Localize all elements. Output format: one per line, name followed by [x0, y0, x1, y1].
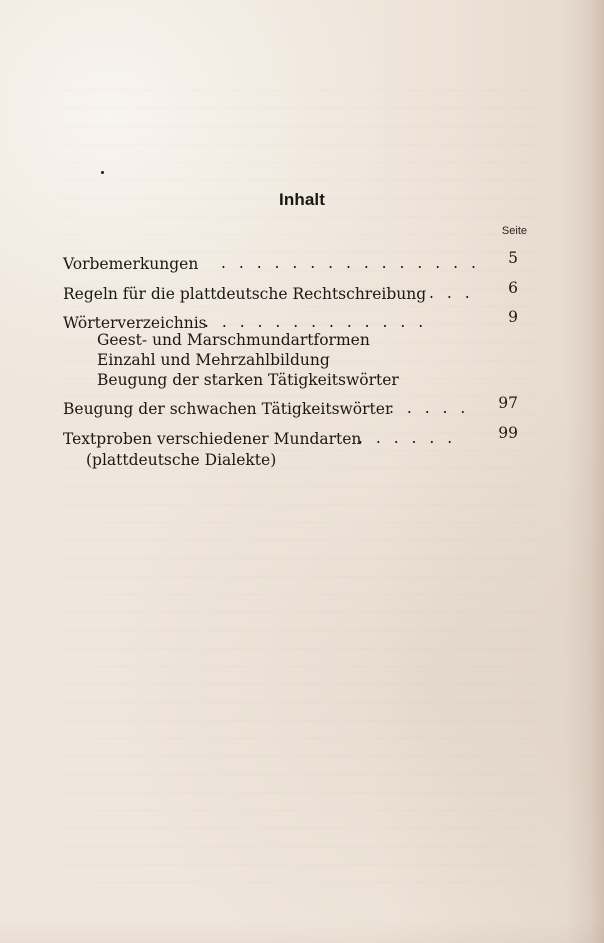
toc-entry-label: Textproben verschiedener Mundarten: [63, 430, 362, 448]
toc-subentry: Geest- und Marschmundartformen: [97, 331, 370, 349]
toc-page-number: 5: [508, 249, 518, 267]
printed-mark: [101, 171, 104, 174]
toc-subentry: Beugung der starken Tätigkeitswörter: [97, 371, 399, 389]
toc-entry-label: Vorbemerkungen: [63, 255, 199, 273]
toc-entry-label: Wörterverzeichnis: [63, 314, 207, 332]
show-through-text: [62, 90, 537, 900]
toc-leader: . . . . . . . . . . . . .: [204, 313, 428, 331]
toc-subentry: Einzahl und Mehrzahlbildung: [97, 351, 330, 369]
page-bottom-shadow: [0, 919, 604, 943]
page-edge-shadow: [564, 0, 604, 943]
toc-page-number: 6: [508, 279, 518, 297]
toc-page-number: 99: [498, 424, 518, 442]
toc-row-rechtschreibung: [63, 279, 531, 309]
toc-entry-label: Beugung der schwachen Tätigkeitswörter: [63, 400, 393, 418]
toc-leader: . . .: [429, 284, 474, 302]
page-label: Seite: [501, 225, 527, 237]
toc-entry-label: Regeln für die plattdeutsche Rechtschreibung: [63, 285, 427, 303]
toc-leader: . . . . .: [389, 399, 470, 417]
toc-row-schwache-taetigkeitswoerter: [63, 394, 531, 424]
toc-leader: . . . . . .: [358, 429, 457, 447]
toc-page-number: 97: [498, 394, 518, 412]
page-title: Inhalt: [279, 190, 325, 209]
toc-leader: . . . . . . . . . . . . . . .: [221, 254, 480, 272]
toc-subentry: (plattdeutsche Dialekte): [86, 451, 277, 469]
toc-page-number: 9: [508, 308, 518, 326]
toc-row-vorbemerkungen: [63, 249, 531, 279]
